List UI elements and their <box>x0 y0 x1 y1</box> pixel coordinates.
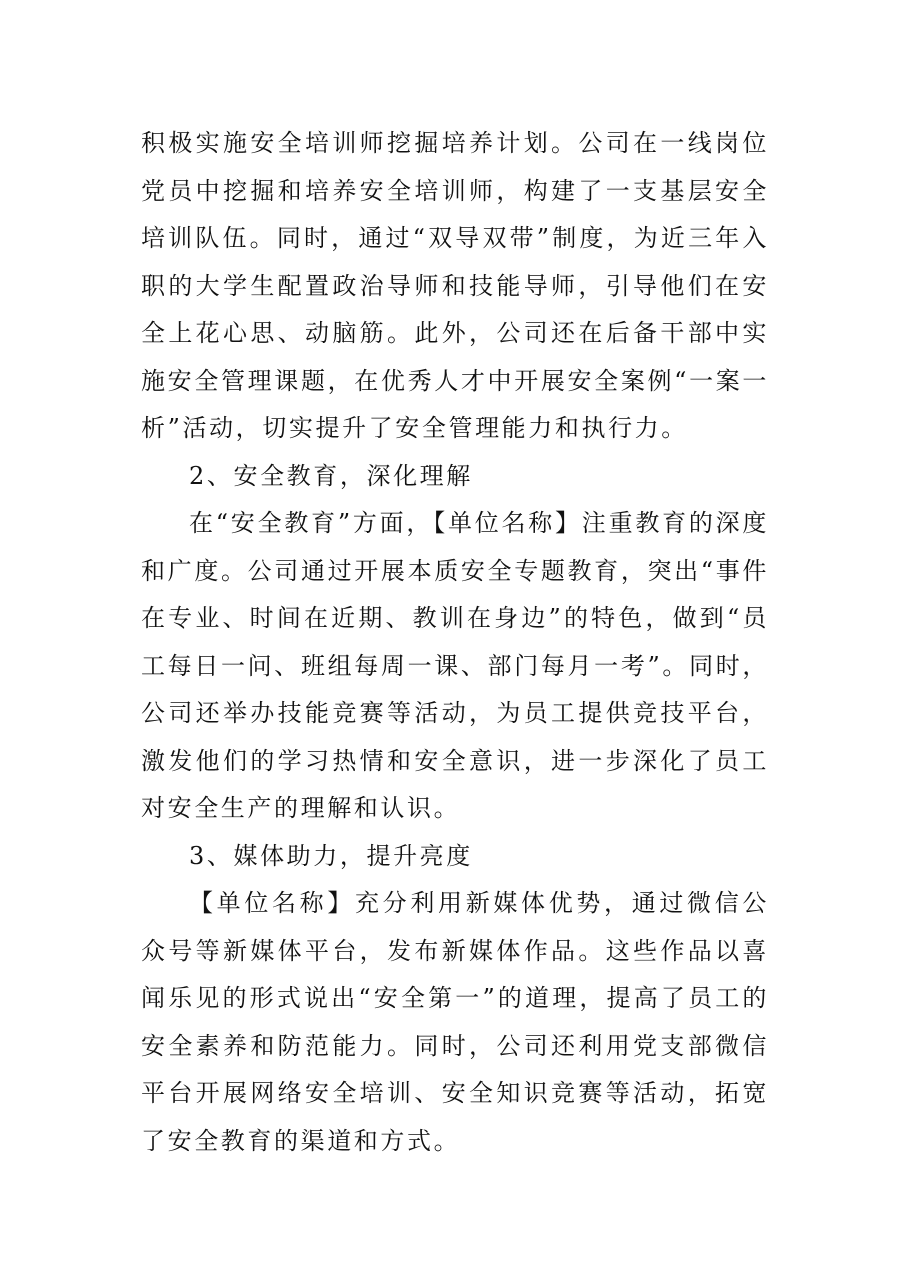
paragraph-training-plan: 积极实施安全培训师挖掘培养计划。公司在一线岗位党员中挖掘和培养安全培训师，构建了一支基层安全培训队伍。同时，通过“双导双带”制度，为近三年入职的大学生配置政治导师和技能导师，引导他们在安全上花心思、动脑筋。此外，公司还在后备干部中实施安全管理课题，在优秀人才中开展安全案例“一案一析”活动，切实提升了安全管理能力和执行力。 <box>141 129 769 442</box>
paragraph-media-support: 【单位名称】充分利用新媒体优势，通过微信公众号等新媒体平台，发布新媒体作品。这些作品以喜闻乐见的形式说出“安全第一”的道理，提高了员工的安全素养和防范能力。同时，公司还利用党支部微信平台开展网络安全培训、安全知识竞赛等活动，拓宽了安全教育的渠道和方式。 <box>141 889 769 1155</box>
paragraph-safety-education: 在“安全教育”方面，【单位名称】注重教育的深度和广度。公司通过开展本质安全专题教育，突出“事件在专业、时间在近期、教训在身边”的特色，做到“员工每日一问、班组每周一课、部门每月一考”。同时，公司还举办技能竞赛等活动，为员工提供竞技平台，激发他们的学习热情和安全意识，进一步深化了员工对安全生产的理解和认识。 <box>141 509 769 822</box>
section-heading-media-support: 3、媒体助力，提升亮度 <box>189 841 473 870</box>
section-heading-safety-education: 2、安全教育，深化理解 <box>189 461 473 490</box>
document-page <box>141 120 769 1165</box>
